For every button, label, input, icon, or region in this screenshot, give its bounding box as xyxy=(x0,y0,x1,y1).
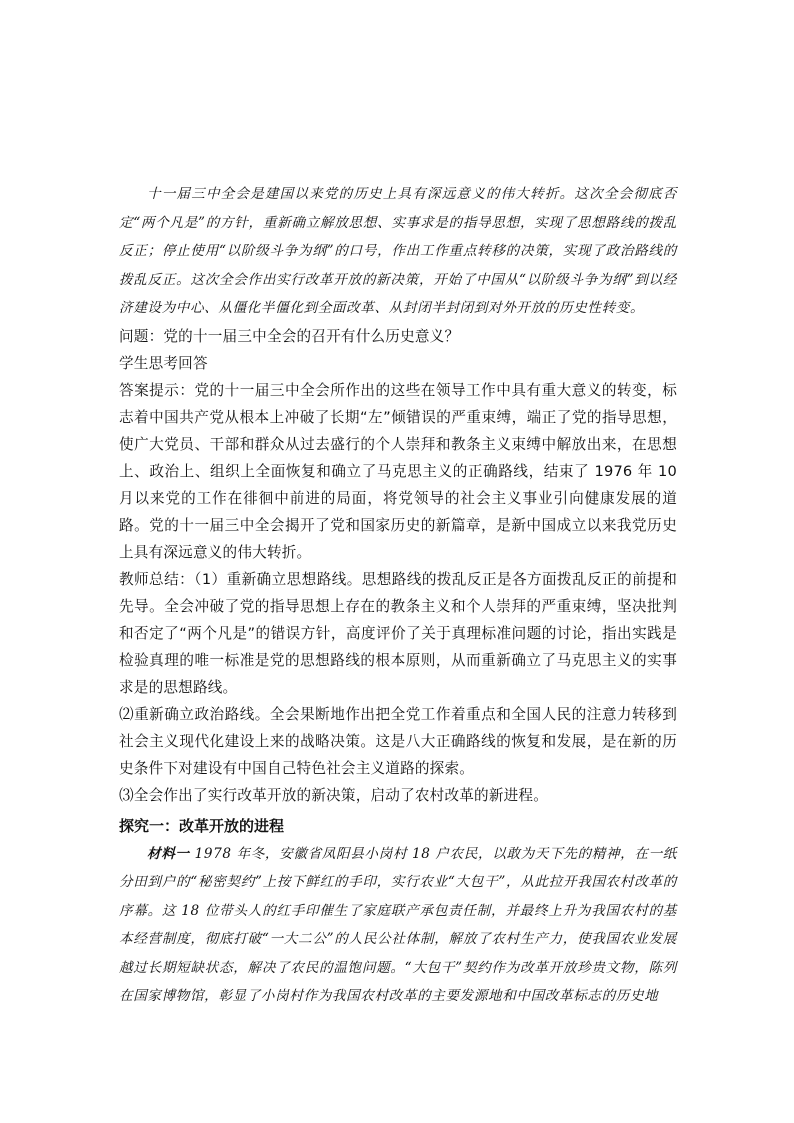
material-one-label: 材料一 xyxy=(147,845,190,862)
question-paragraph: 问题：党的十一届三中全会的召开有什么历史意义？ xyxy=(119,327,460,345)
document-page xyxy=(119,180,677,1011)
teacher-summary-paragraph-1: 教师总结：（1）重新确立思想路线。思想路线的拨乱反正是各方面拨乱反正的前提和先导。全会冲破了党的指导思想上存在的教条主义和个人崇拜的严重束缚，坚决批判和否定了“两个凡是”的错误方针，高度评价了关于真理标准问题的讨论，指出实践是检验真理的唯一标准是党的思想路线的根本原则，从而重新确立了马克思主义的实事求是的思想路线。 xyxy=(119,570,677,696)
section-heading: 探究一：改革开放的进程 xyxy=(119,816,285,835)
student-answer-paragraph: 学生思考回答 xyxy=(119,354,208,372)
material-intro-paragraph: 十一届三中全会是建国以来党的历史上具有深远意义的伟大转折。这次全会彻底否定“两个凡是”的方针，重新确立解放思想、实事求是的指导思想，实现了思想路线的拨乱反正；停止使用“以阶级斗争为纲”的口号，作出工作重点转移的决策，实现了政治路线的拨乱反正。这次全会作出实行改革开放的新决策，开始了中国从“以阶级斗争为纲”到以经济建设为中心、从僵化半僵化到全面改革、从封闭半封闭到对外开放的历史性转变。 xyxy=(119,186,677,316)
teacher-summary-paragraph-2: ⑵重新确立政治路线。全会果断地作出把全党工作着重点和全国人民的注意力转移到社会主义现代化建设上来的战略决策。这是八大正确路线的恢复和发展，是在新的历史条件下对建设有中国自己特色社会主义道路的探索。 xyxy=(119,705,677,777)
material-one-paragraph xyxy=(119,840,677,1011)
answer-hint-paragraph: 答案提示：党的十一届三中全会所作出的这些在领导工作中具有重大意义的转变，标志着中国共产党从根本上冲破了长期“左”倾错误的严重束缚，端正了党的指导思想，使广大党员、干部和群众从过去盛行的个人崇拜和教条主义束缚中解放出来，在思想上、政治上、组织上全面恢复和确立了马克思主义的正确路线，结束了 1976 年 10 月以来党的工作在徘徊中前进的局面，将党领导的社会主义事业引向健康发展的道路。党的十一届三中全会揭开了党和国家历史的新篇章，是新中国成立以来我党历史上具有深远意义的伟大转折。 xyxy=(119,381,677,561)
material-one-text: 1978 年冬，安徽省凤阳县小岗村 18 户农民，以敢为天下先的精神，在一纸分田到户的“秘密契约”上按下鲜红的手印，实行农业“大包干”，从此拉开我国农村改革的序幕。这 18 位带头人的红手印催生了家庭联产承包责任制，并最终上升为我国农村的基本经营制度，彻底打破“一大二公”的人民公社体制，解放了农村生产力，使我国农业发展越过长期短缺状态，解决了农民的温饱问题。“大包干”契约作为改革开放珍贵文物，陈列在国家博物馆，彰显了小岗村作为我国农村改革的主要发源地和中国改革标志的历史地 xyxy=(119,845,677,1004)
teacher-summary-paragraph-3: ⑶全会作出了实行改革开放的新决策，启动了农村改革的新进程。 xyxy=(119,786,549,804)
